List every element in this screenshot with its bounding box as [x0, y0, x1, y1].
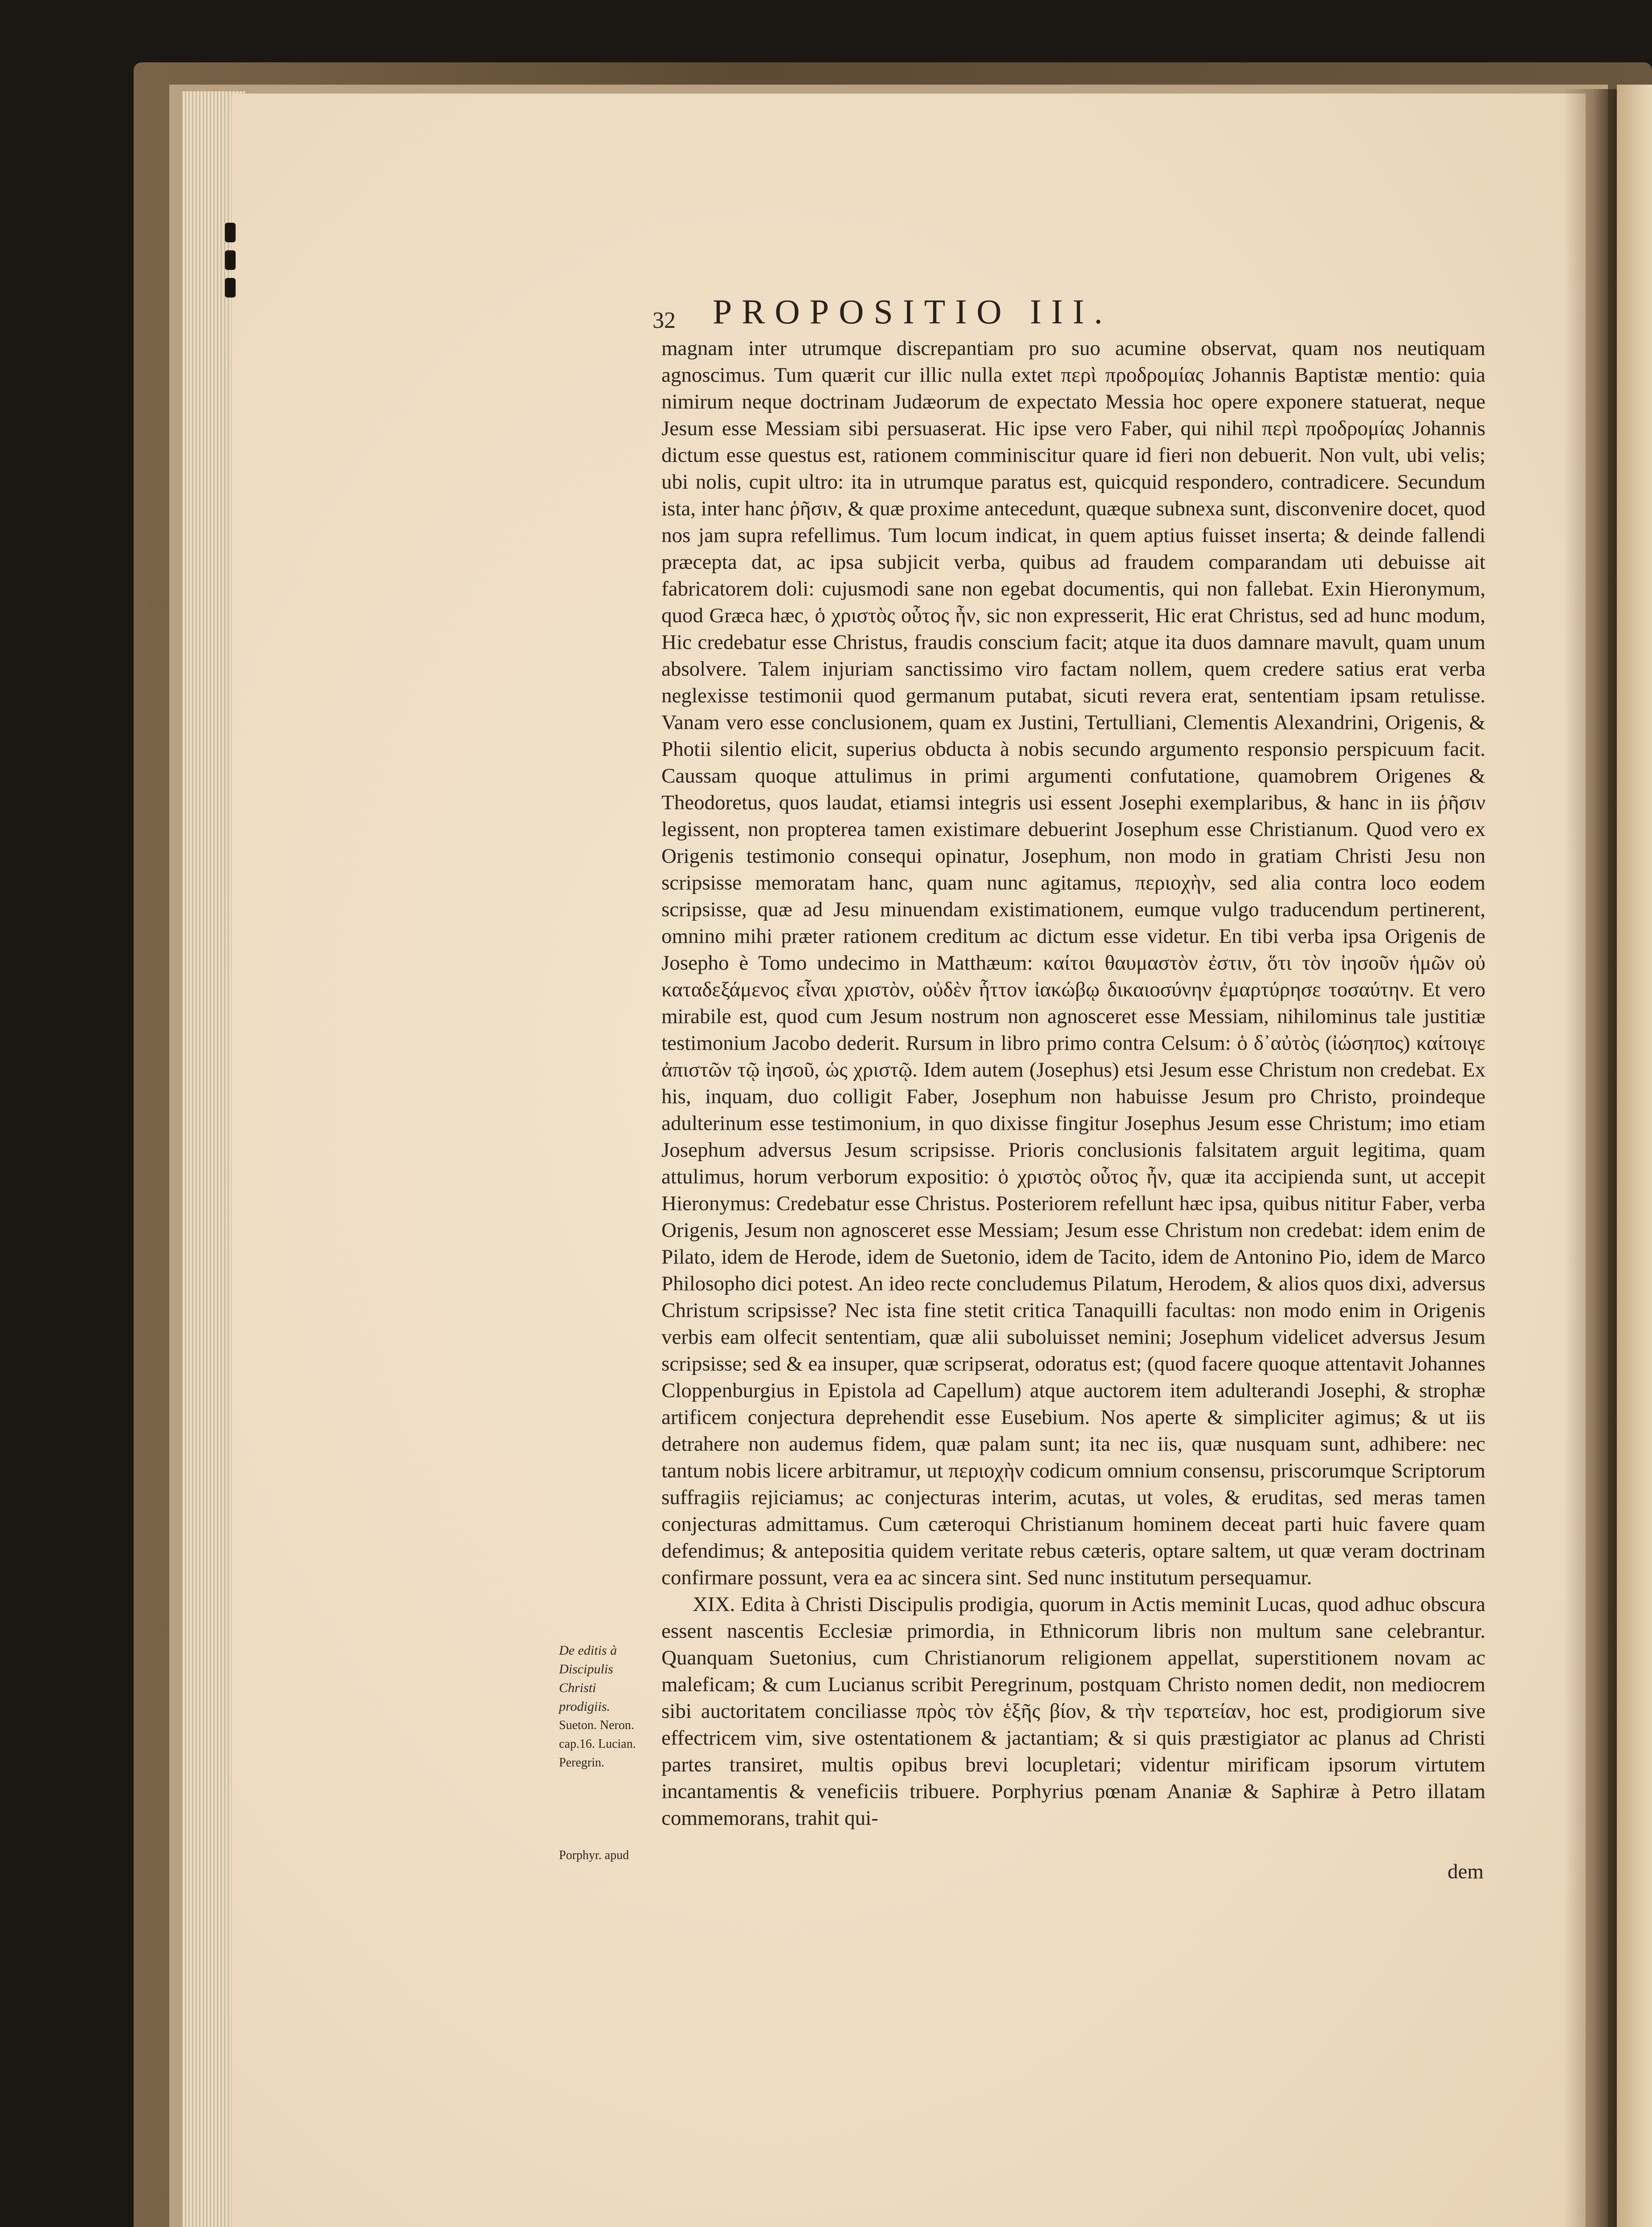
- catchword: dem: [1448, 1860, 1484, 1883]
- margin-note-porphyr: Porphyr. apud: [559, 1848, 629, 1862]
- paragraph-section-xix: XIX. Edita à Christi Discipulis prodigia, quorum in Actis meminit Lucas, quod adhuc obscura essent nascentis Ecclesiæ primordia, in Ethnicorum libris non multum sane celebrantur. Quanquam Suetonius, cum Christianorum religionem appellat, superstitionem novam ac maleficam; & cum Lucianus scribit Peregrinum, postquam Christo nomen dedit, non mediocrem sibi auctoritatem conciliasse πρὸς τὸν ἑξῆς βίον, & τὴν τερατείαν, hoc est, prodigiorum sive effectricem vim, sive ostentationem & jactantiam; & si quis præstigiator ac planus ad Christi partes transiret, multis opibus brevi locupletari; videntur mirificam ipsorum virtutem incantamentis & veneficiis tribuere. Porphyrius pœnam Ananiæ & Saphiræ à Petro illatam commemorans, trahit qui-: [661, 1593, 1485, 1830]
- margin-note-title: De editis à Discipulis Christi prodigiis.: [559, 1643, 617, 1714]
- stain-marks: [225, 223, 238, 298]
- margin-note: [559, 1641, 648, 1772]
- facing-page-edge: [1617, 85, 1652, 2227]
- margin-note-references: Sueton. Neron. cap.16. Lucian. Peregrin.: [559, 1718, 636, 1770]
- paragraph-continued: magnam inter utrumque discrepantiam pro suo acumine observat, quam nos neutiquam agnoscimus. Tum quærit cur illic nulla extet περὶ προδρομίας Johannis Baptistæ mentio: quia nimirum neque doctrinam Judæorum de expectato Messia hoc opere exponere statuerat, neque Jesum esse Messiam sibi persuaserat. Hic ipse vero Faber, qui nihil περὶ προδρομίας Johannis dictum esse questus est, rationem comminiscitur quare id fieri non debuerit. Non vult, ubi velis; ubi nolis, cupit ultro: ita in utrumque paratus est, quicquid respondero, contradicere. Secundum ista, inter hanc ῥῆσιν, & quæ proxime antecedunt, quæque subnexa sunt, disconvenire docet, quod nos jam supra refellimus. Tum locum indicat, in quem aptius fuisset inserta; & deinde fallendi præcepta dat, ac ipsa subjicit verba, quibus ad fraudem comparandam uti debuisse ait fabricatorem doli: cujusmodi sane non egebat documentis, qui non fallebat. Exin Hieronymum, quod Græca hæc, ὁ χριστὸς οὗτος ἦν, sic non expresserit, Hic erat Christus, sed ad hunc modum, Hic credebatur esse Christus, fraudis conscium facit; atque ita duos damnare mavult, quam unum absolvere. Talem injuriam sanctissimo viro factam nollem, quem credere satius erat verba neglexisse testimonii quod germanum putabat, sicuti revera erat, sententiam ipsam retulisse. Vanam vero esse conclusionem, quam ex Justini, Tertulliani, Clementis Alexandrini, Origenis, & Photii silentio elicit, superius obducta à nobis secundo argumento responsio perspicuum facit. Caussam quoque attulimus in primi argumenti confutatione, quamobrem Origenes & Theodoretus, quos laudat, etiamsi integris usi essent Josephi exemplaribus, & hanc in iis ῥῆσιν legissent, non propterea tamen existimare debuerint Josephum esse Christianum. Quod vero ex Origenis testimonio consequi opinatur, Josephum, non modo in gratiam Christi Jesu non scripsisse memoratam hanc, quam nunc agitamus, περιοχὴν, sed alia contra loco eodem scripsisse, quæ ad Jesu minuendam existimationem, eumque vulgo traducendum pertinerent, omnino mihi præter rationem creditum ac dictum esse videtur. En tibi verba ipsa Origenis de Josepho è Tomo undecimo in Matthæum: καίτοι θαυμαστὸν ἐστιν, ὅτι τὸν ἰησοῦν ἡμῶν οὐ καταδεξάμενος εἶναι χριστὸν, οὐδὲν ἧττον ἰακώβῳ δικαιοσύνην ἐμαρτύρησε τοσαύτην. Et vero mirabile est, quod cum Jesum nostrum non agnosceret esse Messiam, nihilominus tale justitiæ testimonium Jacobo dederit. Rursum in libro primo contra Celsum: ὁ δ᾽αὐτὸς (ἰώσηπος) καίτοιγε ἀπιστῶν τῷ ἰησοῦ, ὡς χριστῷ. Idem autem (Josephus) etsi Jesum esse Christum non credebat. Ex his, inquam, duo colligit Faber, Josephum non habuisse Jesum pro Christo, proindeque adulterinum esse testimonium, in quo dixisse fingitur Josephus Jesum esse Christum; imo etiam Josephum adversus Jesum scripsisse. Prioris conclusionis falsitatem arguit legitima, quam attulimus, horum verborum expositio: ὁ χριστὸς οὗτος ἦν, quæ ita accipienda sunt, ut accepit Hieronymus: Credebatur esse Christus. Posteriorem refellunt hæc ipsa, quibus nititur Faber, verba Origenis, Jesum non agnosceret esse Messiam; Jesum esse Christum non credebat: idem enim de Pilato, idem de Herode, idem de Suetonio, idem de Tacito, idem de Antonino Pio, idem de Marco Philosopho dici potest. An ideo recte concludemus Pilatum, Herodem, & alios quos dixi, adversus Christum scripsisse? Nec ista fine stetit critica Tanaquilli facultas: non modo enim in Origenis verbis eam olfecit sententiam, quæ alii suboluisset nemini; Josephum videlicet adversus Jesum scripsisse; sed & ea insuper, quæ scripserat, odoratus est; (quod facere quoque attentavit Johannes Cloppenburgius in Epistola ad Capellum) atque auctorem item adulterandi Josephi, & strophæ artificem conjectura deprehendit esse Eusebium. Nos aperte & simpliciter agimus; & ut iis detrahere non audemus fidem, quæ palam sunt; ita nec iis, quæ nusquam sunt, adhibere: nec tantum nobis licere arbitramur, ut περιοχὴν codicum omnium consensu, priscorumque Scriptorum suffragiis rejiciamus; ac conjecturas interim, acutas, ut voles, & eruditas, sed meras tamen conjecturas admittamus. Cum cæteroqui Christianum hominem deceat parti huic favere quam defendimus; & antepositia quidem veritate rebus cæteris, optare saltem, ut quæ veram doctrinam confirmare possunt, vera ea ac sincera sint. Sed nunc institutum persequamur.: [661, 337, 1485, 1589]
- running-head: PROPOSITIO III.: [713, 292, 1113, 331]
- gutter-shadow: [1563, 89, 1617, 2227]
- page-number: 32: [653, 308, 676, 333]
- body-text: [661, 335, 1485, 1831]
